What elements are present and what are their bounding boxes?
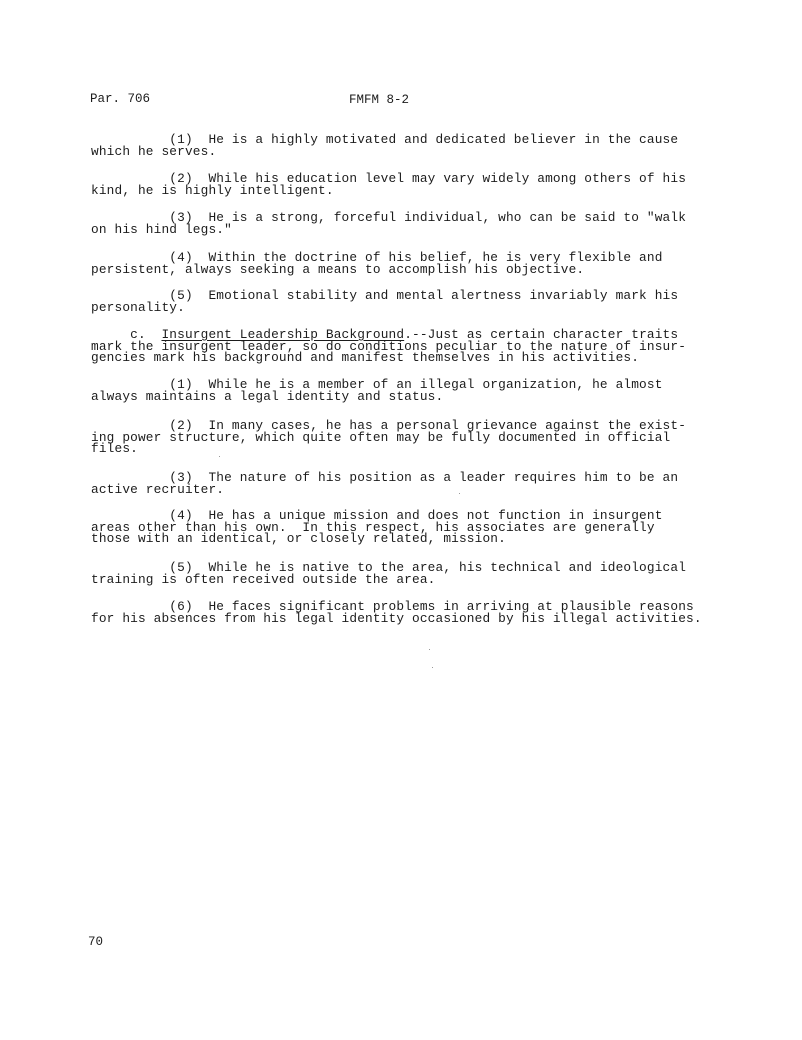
paragraph-line: areas other than his own. In this respect, his associates are generally [91,519,655,535]
trait-paragraph-5 [91,290,691,313]
paragraph-line: persistent, always seeking a means to accomplish his objective. [91,261,585,277]
paragraph-line: kind, he is highly intelligent. [91,182,334,198]
background-item-4 [91,510,691,545]
trait-paragraph-1 [91,134,691,157]
paragraph-line: (3) The nature of his position as a leader requires him to be an [91,470,679,485]
paragraph-line: ing power structure, which quite often may be fully documented in official [91,429,671,445]
paragraph-line: on his hind legs." [91,221,232,237]
scan-speck [432,667,433,668]
paragraph-line: for his absences from his legal identity occasioned by his illegal activities. [91,610,702,626]
section-c-prefix: c. [91,327,162,342]
scan-speck [429,649,430,650]
paragraph-line: (5) While he is native to the area, his technical and ideological [91,560,687,575]
scan-speck [219,456,220,457]
section-c-text: .--Just as certain character traits [404,327,679,342]
manual-designation: FMFM 8-2 [349,93,410,107]
paragraph-line: (4) He has a unique mission and does not function in insurgent [91,508,663,523]
section-c-paragraph [91,329,691,364]
trait-paragraph-4 [91,252,691,275]
paragraph-line: mark the insurgent leader, so do conditions peculiar to the nature of insur- [91,338,687,354]
paragraph-line: those with an identical, or closely related, mission. [91,531,506,546]
background-item-1 [91,379,691,402]
paragraph-line: which he serves. [91,143,217,159]
paragraph-line: (1) While he is a member of an illegal organization, he almost [91,377,663,392]
section-c-heading: Insurgent Leadership Background [161,327,405,342]
paragraph-line: (5) Emotional stability and mental alertness invariably mark his [91,288,679,303]
page-number: 70 [88,935,104,949]
paragraph-line: training is often received outside the area. [91,571,436,587]
paragraph-line: active recruiter. [91,481,225,497]
paragraph-line: personality. [91,299,185,315]
background-item-6 [91,599,702,626]
trait-paragraph-3 [91,212,691,235]
trait-paragraph-2 [91,173,691,196]
paragraph-line: (2) In many cases, he has a personal grievance against the exist- [91,418,687,433]
paragraph-line: always maintains a legal identity and status. [91,388,444,404]
paragraph-line: (3) He is a strong, forceful individual, who can be said to "walk [91,210,687,225]
scan-speck [459,493,460,494]
paragraph-line: (4) Within the doctrine of his belief, he is very flexible and [91,250,663,265]
paragraph-line: gencies mark his background and manifest themselves in his activities. [91,350,640,365]
paragraph-line: (6) He faces significant problems in arriving at plausible reasons [91,599,694,614]
paragraph-reference: Par. 706 [90,92,151,106]
paragraph-line: (1) He is a highly motivated and dedicated believer in the cause [91,132,679,147]
paragraph-line: (2) While his education level may vary widely among others of his [91,171,687,186]
background-item-2 [91,420,691,455]
background-item-5 [91,562,691,585]
background-item-3 [91,472,691,495]
paragraph-line: files. [91,441,138,456]
